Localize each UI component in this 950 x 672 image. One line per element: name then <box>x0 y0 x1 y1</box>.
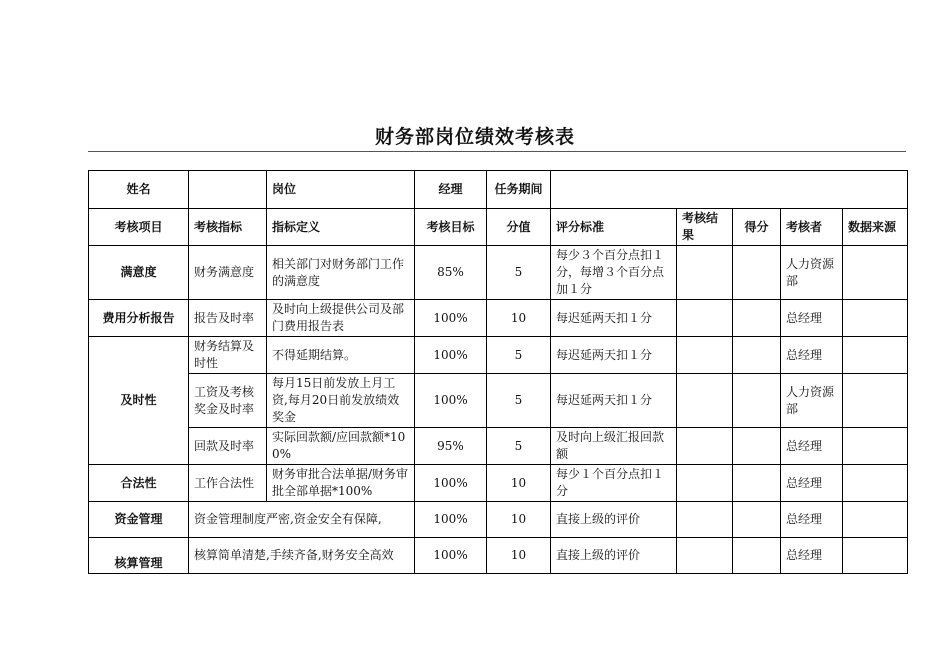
standard-cell: 每少３个百分点扣１分，每增３个百分点加１分 <box>551 246 677 300</box>
score-cell: 5 <box>487 337 551 374</box>
item-cell: 资金管理 <box>89 502 189 538</box>
source-cell <box>843 337 908 374</box>
target-cell: 100% <box>415 465 487 502</box>
indicator-cell: 财务满意度 <box>189 246 267 300</box>
source-cell <box>843 502 908 538</box>
reviewer-cell: 总经理 <box>781 337 843 374</box>
definition-cell: 实际回款额/应回款额*100% <box>267 428 415 465</box>
target-cell: 100% <box>415 337 487 374</box>
target-cell: 100% <box>415 538 487 574</box>
target-cell: 95% <box>415 428 487 465</box>
col-header: 评分标准 <box>551 209 677 246</box>
source-cell <box>843 428 908 465</box>
col-header: 分值 <box>487 209 551 246</box>
reviewer-cell: 人力资源部 <box>781 246 843 300</box>
points-cell[interactable] <box>733 538 781 574</box>
col-header: 考核项目 <box>89 209 189 246</box>
col-header: 考核目标 <box>415 209 487 246</box>
definition-cell: 每月15日前发放上月工资,每月20日前发放绩效奖金 <box>267 374 415 428</box>
col-header: 考核结果 <box>677 209 733 246</box>
table-row <box>89 538 908 574</box>
target-cell: 85% <box>415 246 487 300</box>
result-cell[interactable] <box>677 337 733 374</box>
indicator-cell: 回款及时率 <box>189 428 267 465</box>
col-header: 指标定义 <box>267 209 415 246</box>
name-label: 姓名 <box>89 171 189 209</box>
definition-cell: 不得延期结算。 <box>267 337 415 374</box>
definition-cell: 相关部门对财务部门工作的满意度 <box>267 246 415 300</box>
source-cell <box>843 374 908 428</box>
indicator-cell: 报告及时率 <box>189 300 267 337</box>
reviewer-cell: 总经理 <box>781 538 843 574</box>
col-header: 得分 <box>733 209 781 246</box>
indicator-cell: 财务结算及时性 <box>189 337 267 374</box>
item-cell: 核算管理 <box>89 538 189 574</box>
score-cell: 5 <box>487 246 551 300</box>
score-cell: 10 <box>487 502 551 538</box>
standard-cell: 每迟延两天扣１分 <box>551 374 677 428</box>
col-header: 考核者 <box>781 209 843 246</box>
points-cell[interactable] <box>733 428 781 465</box>
table-row <box>89 246 908 300</box>
standard-cell: 每迟延两天扣１分 <box>551 300 677 337</box>
result-cell[interactable] <box>677 428 733 465</box>
points-cell[interactable] <box>733 300 781 337</box>
item-cell: 费用分析报告 <box>89 300 189 337</box>
target-cell: 100% <box>415 300 487 337</box>
indicator-cell: 工资及考核奖金及时率 <box>189 374 267 428</box>
result-cell[interactable] <box>677 300 733 337</box>
standard-cell: 直接上级的评价 <box>551 538 677 574</box>
appraisal-table <box>88 170 908 574</box>
reviewer-cell: 总经理 <box>781 465 843 502</box>
score-cell: 10 <box>487 538 551 574</box>
points-cell[interactable] <box>733 246 781 300</box>
item-cell: 合法性 <box>89 465 189 502</box>
standard-cell: 直接上级的评价 <box>551 502 677 538</box>
table-row <box>89 465 908 502</box>
score-cell: 5 <box>487 428 551 465</box>
table-row <box>89 374 908 428</box>
target-cell: 100% <box>415 502 487 538</box>
header-row-info <box>89 171 908 209</box>
definition-cell: 核算简单清楚,手续齐备,财务安全高效 <box>189 538 415 574</box>
source-cell <box>843 300 908 337</box>
name-value <box>189 171 267 209</box>
title-divider <box>88 151 906 152</box>
position-label: 岗位 <box>267 171 415 209</box>
period-value <box>551 171 908 209</box>
col-header: 考核指标 <box>189 209 267 246</box>
col-header: 数据来源 <box>843 209 908 246</box>
result-cell[interactable] <box>677 502 733 538</box>
score-cell: 10 <box>487 465 551 502</box>
reviewer-cell: 总经理 <box>781 502 843 538</box>
points-cell[interactable] <box>733 374 781 428</box>
table-row <box>89 428 908 465</box>
reviewer-cell: 人力资源部 <box>781 374 843 428</box>
position-value: 经理 <box>415 171 487 209</box>
target-cell: 100% <box>415 374 487 428</box>
source-cell <box>843 465 908 502</box>
reviewer-cell: 总经理 <box>781 300 843 337</box>
result-cell[interactable] <box>677 374 733 428</box>
score-cell: 10 <box>487 300 551 337</box>
item-cell: 及时性 <box>89 337 189 465</box>
page-title: 财务部岗位绩效考核表 <box>374 126 575 148</box>
result-cell[interactable] <box>677 246 733 300</box>
source-cell <box>843 246 908 300</box>
table-row <box>89 502 908 538</box>
item-cell: 满意度 <box>89 246 189 300</box>
definition-cell: 资金管理制度严密,资金安全有保障, <box>189 502 415 538</box>
points-cell[interactable] <box>733 502 781 538</box>
result-cell[interactable] <box>677 465 733 502</box>
table-row <box>89 300 908 337</box>
indicator-cell: 工作合法性 <box>189 465 267 502</box>
score-cell: 5 <box>487 374 551 428</box>
period-label: 任务期间 <box>487 171 551 209</box>
standard-cell: 每少１个百分点扣１分 <box>551 465 677 502</box>
table-row <box>89 337 908 374</box>
reviewer-cell: 总经理 <box>781 428 843 465</box>
points-cell[interactable] <box>733 465 781 502</box>
column-header-row <box>89 209 908 246</box>
result-cell[interactable] <box>677 538 733 574</box>
standard-cell: 每迟延两天扣１分 <box>551 337 677 374</box>
source-cell <box>843 538 908 574</box>
definition-cell: 及时向上级提供公司及部门费用报告表 <box>267 300 415 337</box>
points-cell[interactable] <box>733 337 781 374</box>
standard-cell: 及时向上级汇报回款额 <box>551 428 677 465</box>
definition-cell: 财务审批合法单据/财务审批全部单据*100% <box>267 465 415 502</box>
